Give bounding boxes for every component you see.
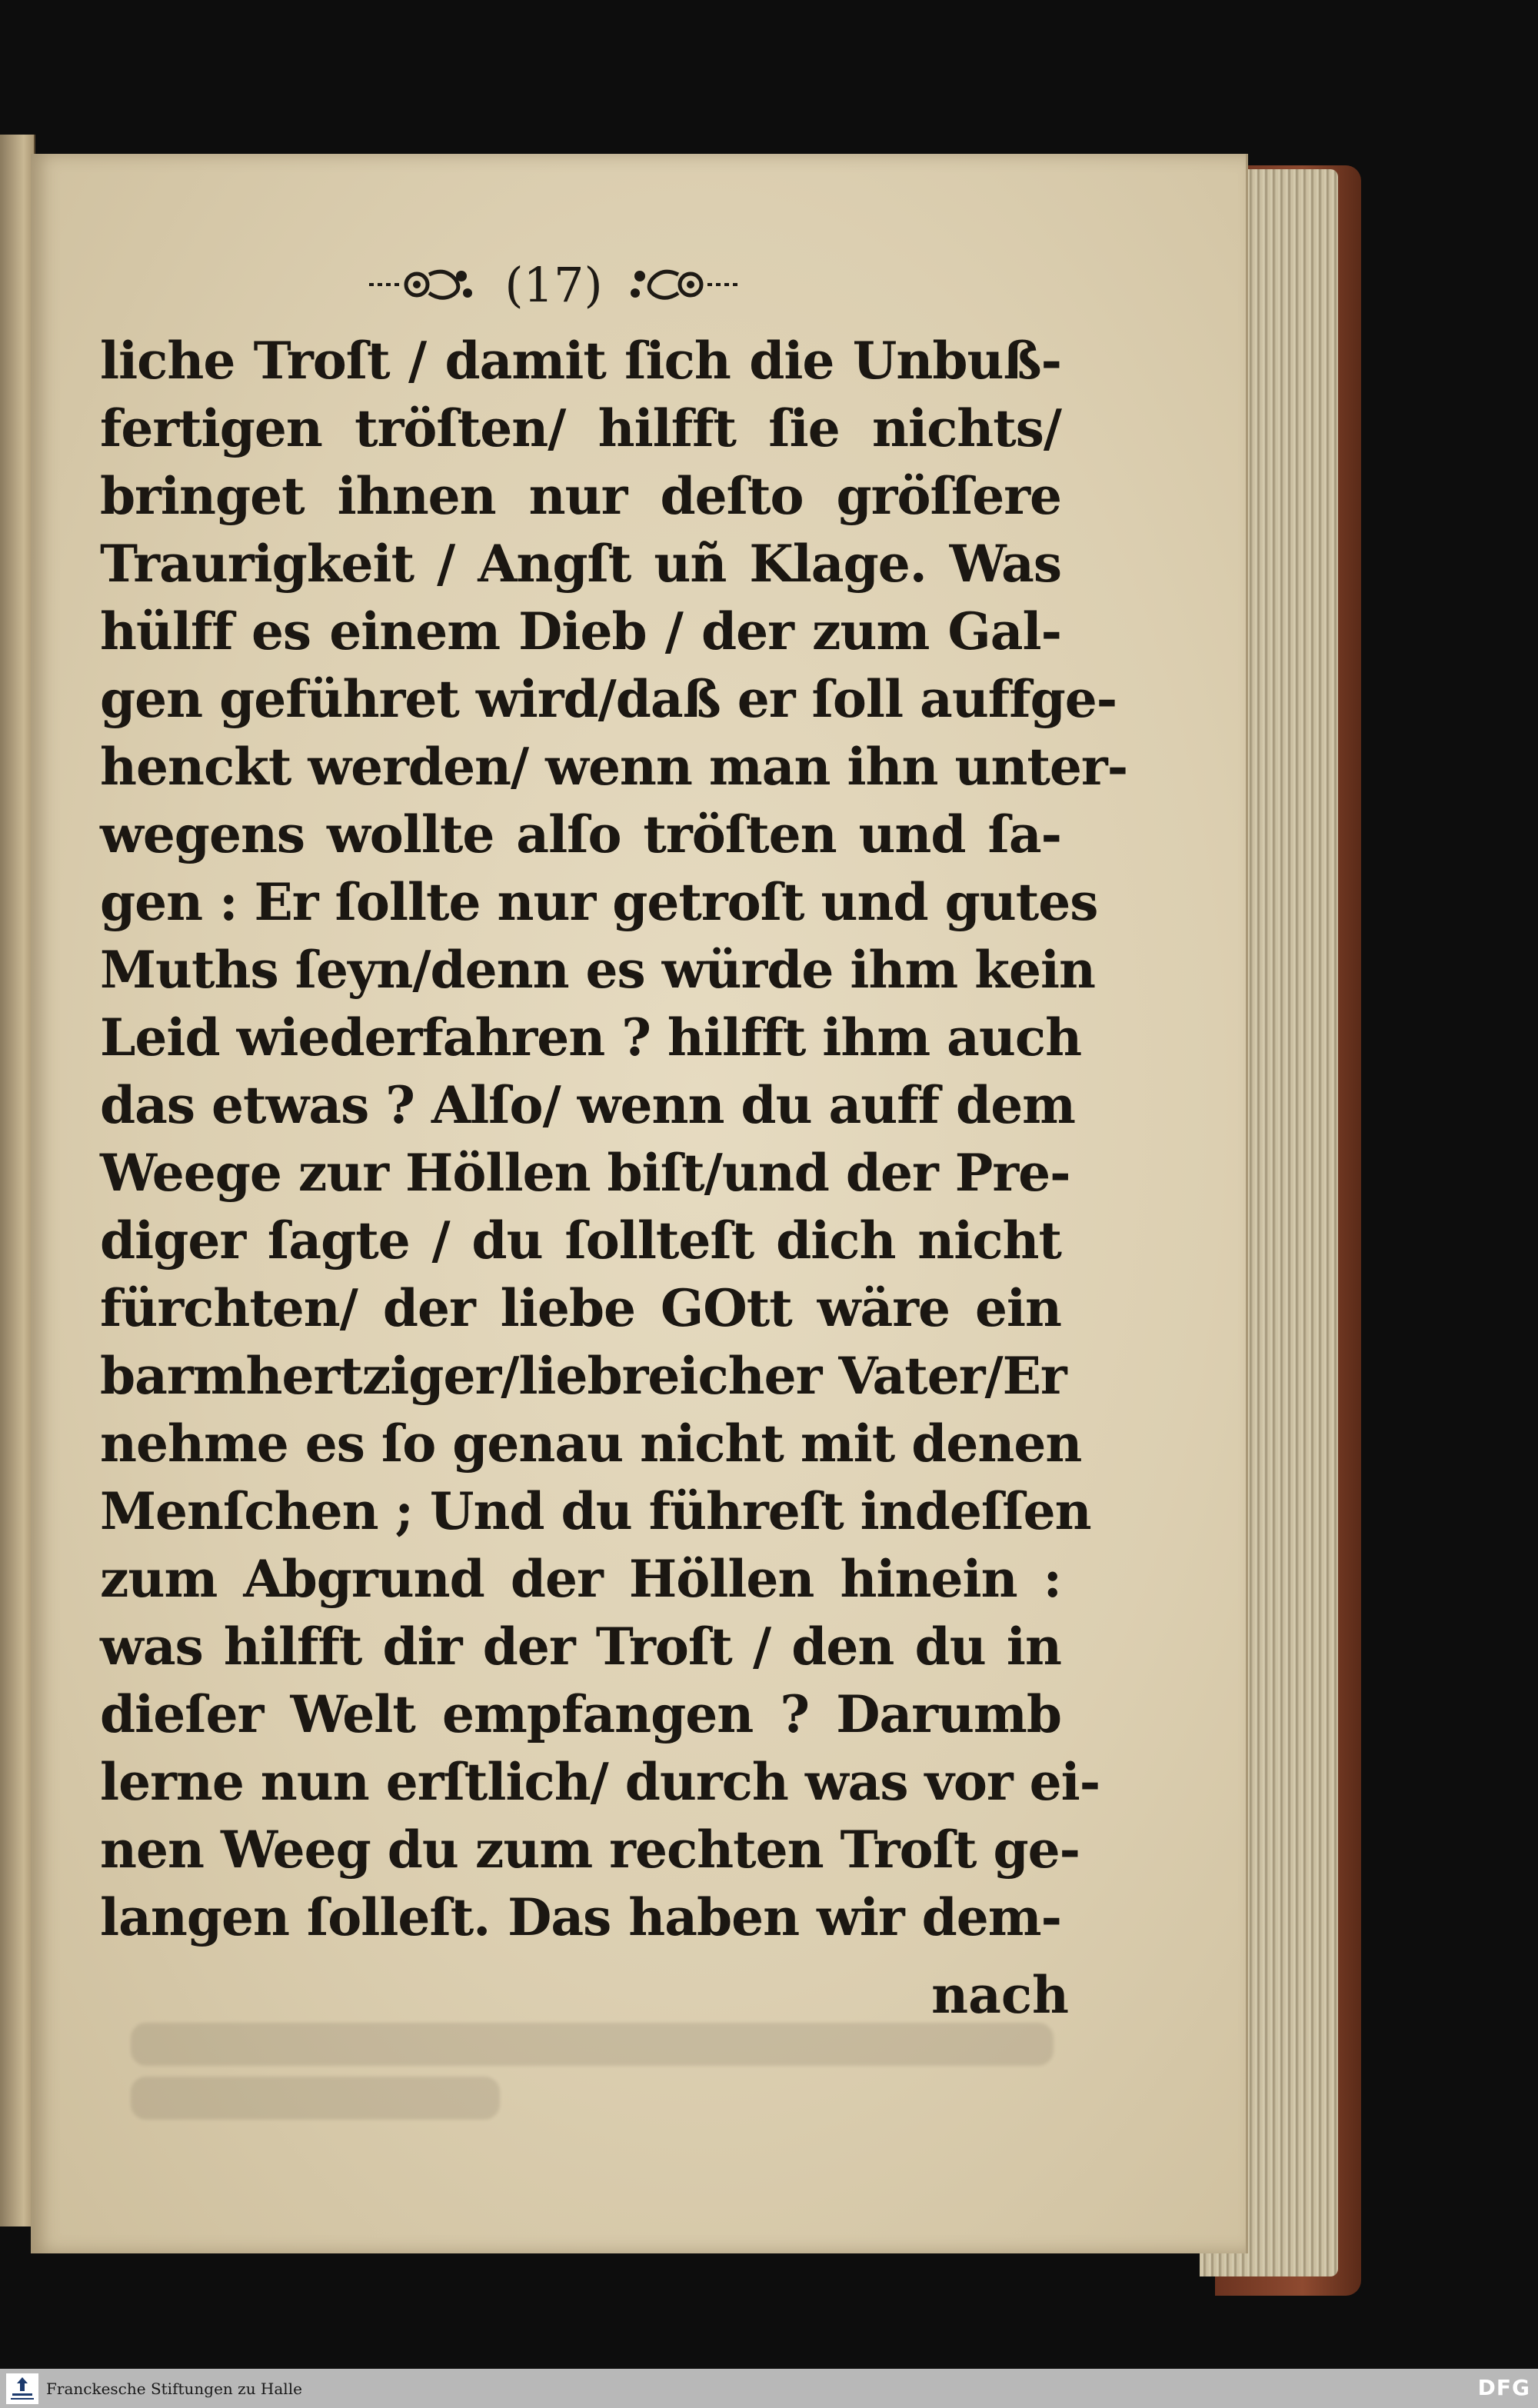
text-line: Menſchen ; Und du führeſt indeſſen: [100, 1481, 1091, 1541]
text-line: das etwas ? Alſo/ wenn du auff dem: [100, 1075, 1076, 1135]
text-line: nehme es ſo genau nicht mit denen: [100, 1414, 1082, 1474]
show-through-text: [131, 2023, 1054, 2123]
fleuron-ornament-icon: [623, 264, 738, 305]
text-line: was hilfft dir der Troſt / den du in: [100, 1617, 1061, 1677]
text-line: langen ſolleſt. Das haben wir dem-: [100, 1887, 1061, 1947]
institution-name: Franckesche Stiftungen zu Halle: [46, 2379, 302, 2398]
text-line: fürchten/ der liebe GOtt wäre ein: [100, 1278, 1061, 1338]
page-header: [354, 254, 754, 315]
institution-logo-icon: [6, 2373, 38, 2404]
text-line: fertigen tröſten/ hilfft ſie nichts/: [100, 398, 1061, 458]
text-line: gen geführet wird/daß er ſoll auffge-: [100, 669, 1117, 729]
text-line: diger ſagte / du ſollteſt dich nicht: [100, 1211, 1061, 1271]
text-line: Weege zur Höllen biſt/und der Pre-: [100, 1143, 1070, 1203]
text-line: nen Weeg du zum rechten Troſt ge-: [100, 1820, 1080, 1880]
text-line: Muths ſeyn/denn es würde ihm kein: [100, 940, 1096, 1000]
catchword: nach: [931, 1965, 1069, 2025]
text-line: barmhertziger/liebreicher Vater/Er: [100, 1346, 1067, 1406]
page-number: (17): [504, 256, 603, 313]
text-line: wegens wollte alſo tröſten und ſa-: [100, 804, 1061, 864]
dfg-badge: DFG: [1477, 2375, 1530, 2400]
text-line: lerne nun erſtlich/ durch was vor ei-: [100, 1752, 1100, 1812]
text-line: hülff es einem Dieb / der zum Gal-: [100, 601, 1061, 661]
text-line: gen : Er ſollte nur getroſt und gutes: [100, 872, 1098, 932]
text-line: Leid wiederfahren ? hilfft ihm auch: [100, 1007, 1082, 1067]
text-line: Traurigkeit / Angſt uñ Klage. Was: [100, 534, 1061, 594]
fleuron-ornament-icon: [369, 264, 484, 305]
text-line: zum Abgrund der Höllen hinein :: [100, 1549, 1061, 1609]
footer-bar: [0, 2369, 1538, 2408]
text-line: henckt werden/ wenn man ihn unter-: [100, 737, 1128, 797]
text-line: liche Troſt / damit ſich die Unbuß-: [100, 331, 1061, 391]
text-line: dieſer Welt empfangen ? Darumb: [100, 1684, 1061, 1744]
text-line: bringet ihnen nur deſto gröſſere: [100, 466, 1061, 526]
body-text: [100, 327, 1128, 1951]
